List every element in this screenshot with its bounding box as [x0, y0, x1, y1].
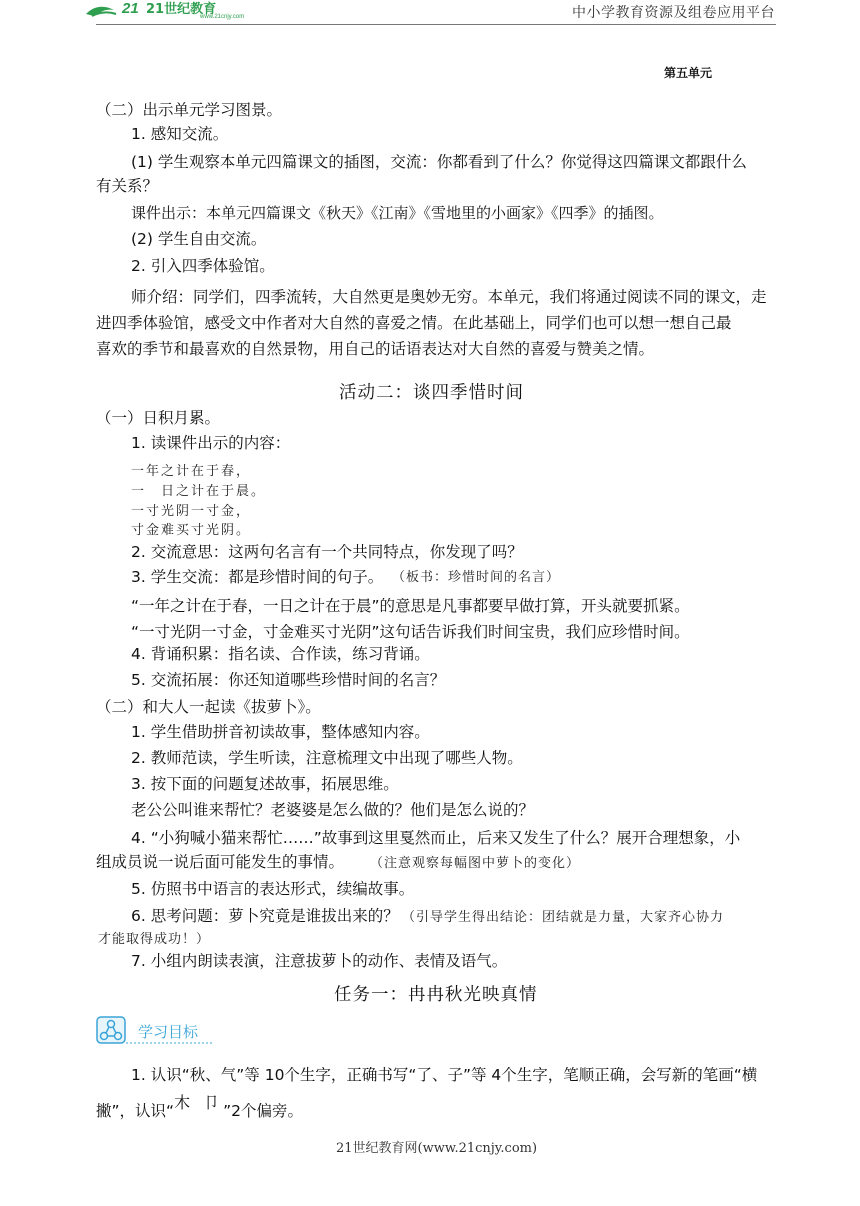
- learning-goals-label: 学习目标: [138, 1023, 199, 1041]
- header-divider: [96, 24, 776, 25]
- svg-text:21: 21: [122, 0, 139, 17]
- section-heading: （二）和大人一起读《拔萝卜》。: [96, 698, 321, 716]
- logo-text: 21世纪教育: [146, 2, 217, 17]
- list-item: 7. 小组内朗读表演，注意拔萝卜的动作、表情及语气。: [131, 952, 508, 970]
- poem-line: 一年之计在于春，: [131, 464, 252, 479]
- list-item: 4. 背诵积累：指名读、合作读，练习背诵。: [131, 645, 430, 663]
- paragraph: 喜欢的季节和最喜欢的自然景物，用自己的话语表达对大自然的喜爱与赞美之情。: [96, 340, 655, 358]
- teaching-note: （引导学生得出结论：团结就是力量，大家齐心协力: [402, 910, 725, 925]
- logo-url: www.21cnjy.com: [200, 14, 244, 20]
- radical-glyphs: 木 卩: [174, 1093, 224, 1112]
- poem-line: 寸金难买寸光阴。: [131, 523, 252, 538]
- paragraph: [96, 1093, 304, 1123]
- teaching-note: （注意观察每幅图中萝卜的变化）: [370, 856, 581, 871]
- learning-goals-badge: [96, 1016, 216, 1046]
- list-item: 5. 仿照书中语言的表达形式，续编故事。: [131, 880, 415, 898]
- platform-name: 中小学教育资源及组卷应用平台: [572, 5, 775, 21]
- task-title: 任务一：冉冉秋光映真情: [334, 985, 538, 1005]
- paragraph: 组成员说一说后面可能发生的事情。: [96, 853, 345, 871]
- paragraph: 课件出示：本单元四篇课文《秋天》《江南》《雪地里的小画家》《四季》的插图。: [131, 204, 664, 222]
- list-item: 2. 教师范读，学生听读，注意梳理文中出现了哪些人物。: [131, 749, 523, 767]
- paragraph: 进四季体验馆，感受文中作者对大自然的喜爱之情。在此基础上，同学们也可以想一想自己最: [96, 314, 732, 332]
- paragraph: “一年之计在于春，一日之计在于晨”的意思是凡事都要早做打算，开头就要抓紧。: [131, 597, 690, 615]
- list-item: 2. 引入四季体验馆。: [131, 257, 275, 275]
- teaching-note: 才能取得成功！）: [98, 932, 211, 947]
- list-item: 3. 按下面的问题复述故事，拓展思维。: [131, 775, 399, 793]
- paragraph: (1) 学生观察本单元四篇课文的插图，交流：你都看到了什么？你觉得这四篇课文都跟什么: [131, 153, 747, 171]
- paragraph: 师介绍：同学们，四季流转，大自然更是奥妙无穷。本单元，我们将通过阅读不同的课文，走: [131, 288, 767, 306]
- activity-title: 活动二：谈四季惜时间: [339, 383, 524, 403]
- list-item: 3. 学生交流：都是珍惜时间的句子。: [131, 568, 384, 586]
- poem-line: 一寸光阴一寸金，: [131, 504, 252, 519]
- goal-text: ”2个偏旁。: [223, 1102, 304, 1120]
- list-item: 2. 交流意思：这两句名言有一个共同特点，你发现了吗？: [131, 543, 523, 561]
- list-item: 5. 交流拓展：你还知道哪些珍惜时间的名言？: [131, 671, 446, 689]
- unit-label: 第五单元: [664, 66, 713, 80]
- list-item: (2) 学生自由交流。: [131, 230, 267, 248]
- footer-source: 21世纪教育网(www.21cnjy.com): [336, 1141, 538, 1156]
- list-item: 1. 感知交流。: [131, 125, 229, 143]
- section-heading: （二）出示单元学习图景。: [96, 101, 283, 119]
- paragraph: 有关系？: [96, 177, 159, 195]
- site-logo: [84, 0, 244, 20]
- paragraph: “一寸光阴一寸金，寸金难买寸光阴”这句话告诉我们时间宝贵，我们应珍惜时间。: [131, 623, 690, 641]
- board-note: （板书：珍惜时间的名言）: [392, 570, 561, 585]
- paragraph: 老公公叫谁来帮忙？老婆婆是怎么做的？他们是怎么说的？: [131, 801, 535, 819]
- goal-text: 撇”，认识“: [96, 1102, 175, 1120]
- poem-line: 一 日之计在于晨。: [131, 484, 267, 499]
- list-item: 1. 读课件出示的内容：: [131, 434, 291, 452]
- paragraph: 1. 认识“秋、气”等 10个生字，正确书写“了、子”等 4个生字，笔顺正确，会写新的笔画“横: [131, 1066, 758, 1084]
- list-item: 6. 思考问题：萝卜究竟是谁拔出来的？: [131, 907, 399, 925]
- list-item: 4. “小狗喊小猫来帮忙……”故事到这里戛然而止，后来又发生了什么？展开合理想象，小: [131, 829, 741, 847]
- section-heading: （一）日积月累。: [96, 409, 221, 427]
- list-item: 1. 学生借助拼音初读故事，整体感知内容。: [131, 723, 430, 741]
